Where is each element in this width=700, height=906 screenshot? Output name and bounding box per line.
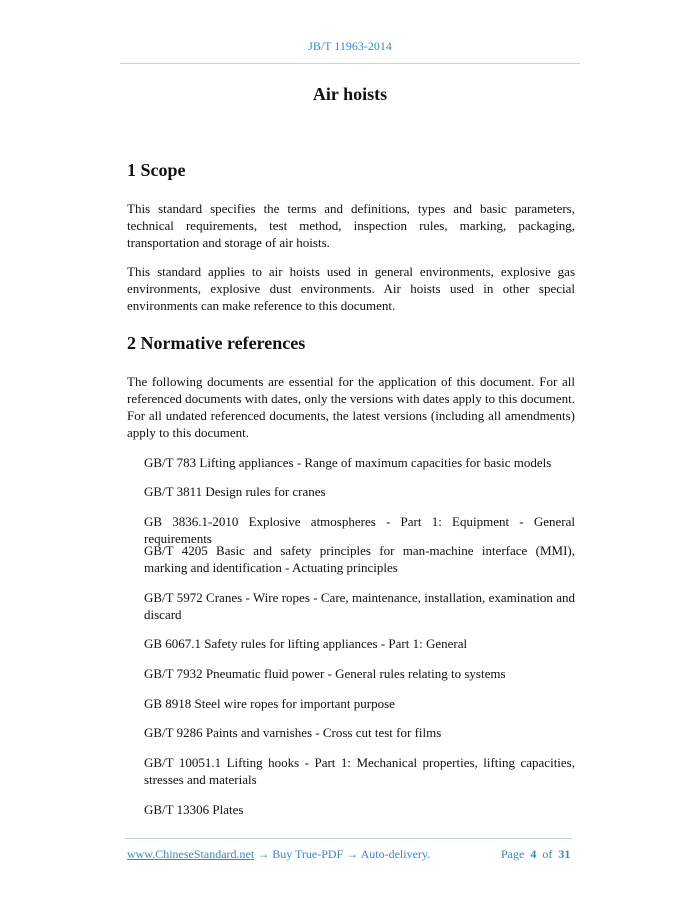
paragraph: This standard applies to air hoists used in general environments, explosive gas environments, explosive dust environments. Air hoists used in other special environments can make reference to this document.	[127, 264, 575, 313]
header-divider	[120, 63, 580, 64]
page-number: Page 4 of 31	[501, 847, 571, 861]
reference-item: GB 3836.1-2010 Explosive atmospheres - Part 1: Equipment - General requirements	[144, 514, 575, 546]
website-link[interactable]: www.ChineseStandard.net	[127, 847, 255, 861]
reference-item: GB/T 13306 Plates	[144, 802, 244, 817]
total-pages: 31	[558, 847, 571, 861]
reference-item: GB/T 783 Lifting appliances - Range of maximum capacities for basic models	[144, 455, 552, 470]
delivery-text: Auto-delivery.	[360, 847, 431, 861]
reference-item: GB/T 3811 Design rules for cranes	[144, 484, 326, 499]
footer-promo	[127, 847, 430, 862]
reference-item: GB/T 4205 Basic and safety principles for man-machine interface (MMI), marking and identification - Actuating principles	[144, 543, 575, 575]
reference-item: GB/T 7932 Pneumatic fluid power - General rules relating to systems	[144, 666, 506, 681]
paragraph: This standard specifies the terms and definitions, types and basic parameters, technical requirements, test method, inspection rules, marking, packaging, transportation and storage of air hoists.	[127, 201, 575, 250]
section-heading-scope: 1 Scope	[127, 160, 186, 180]
current-page: 4	[530, 847, 537, 861]
reference-item: GB/T 10051.1 Lifting hooks - Part 1: Mechanical properties, lifting capacities, stresses and materials	[144, 755, 575, 787]
reference-item: GB/T 5972 Cranes - Wire ropes - Care, maintenance, installation, examination and discard	[144, 590, 575, 622]
reference-item: GB/T 9286 Paints and varnishes - Cross cut test for films	[144, 725, 442, 740]
arrow-icon: →	[254, 847, 273, 861]
section-heading-normative-references: 2 Normative references	[127, 333, 306, 353]
document-code-header: JB/T 11963-2014	[308, 39, 392, 53]
paragraph: The following documents are essential for the application of this document. For all referenced documents with dates, only the versions with dates apply to this document. For all undated referenced documents, the latest versions (including all amendments) apply to this document.	[127, 374, 575, 440]
buy-pdf-text: Buy True-PDF	[272, 847, 344, 861]
page-title: Air hoists	[312, 84, 388, 104]
arrow-icon: →	[343, 847, 361, 861]
reference-item: GB 8918 Steel wire ropes for important purpose	[144, 696, 395, 711]
footer-divider	[125, 838, 572, 839]
reference-item: GB 6067.1 Safety rules for lifting appliances - Part 1: General	[144, 636, 468, 651]
